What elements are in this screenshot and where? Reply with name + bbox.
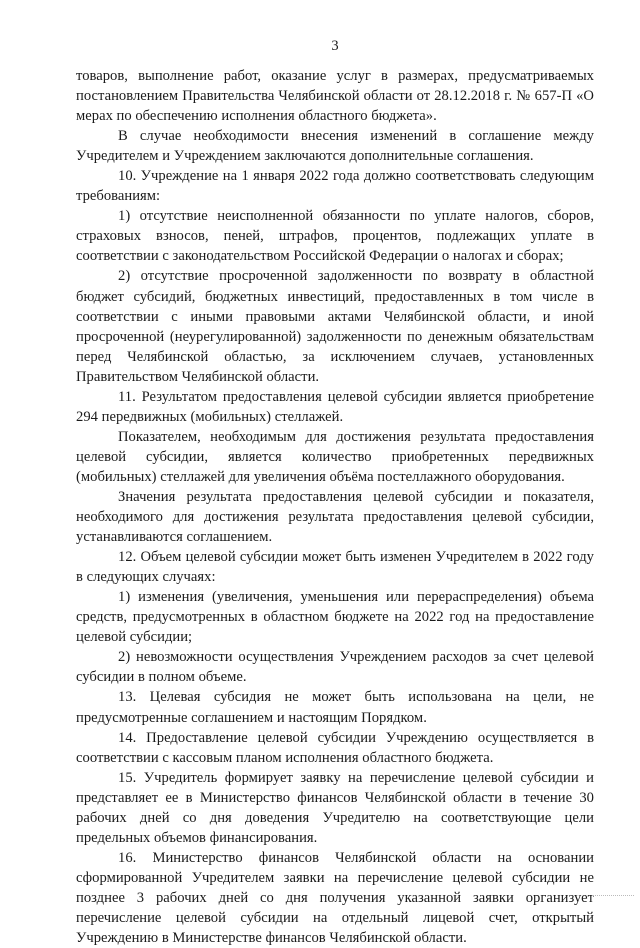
paragraph: 15. Учредитель формирует заявку на перечисление целевой субсидии и представляет ее в Министерство финансов Челябинской области в течение 30 рабочих дней со дня доведения Учредителю на соответствующие цели предельных объемов финансирования.: [76, 769, 594, 846]
paragraph: 11. Результатом предоставления целевой субсидии является приобретение 294 передвижных (мобильных) стеллажей.: [76, 388, 594, 425]
paragraph: товаров, выполнение работ, оказание услуг в размерах, предусматриваемых постановлением Правительства Челябинской области от 28.12.2018 г. № 657-П «О мерах по обеспечению исполнения областного бюджета».: [76, 68, 594, 125]
paragraph: 13. Целевая субсидия не может быть использована на цели, не предусмотренные соглашением и настоящим Порядком.: [76, 689, 594, 726]
paragraph: В случае необходимости внесения изменений в соглашение между Учредителем и Учреждением заключаются дополнительные соглашения.: [76, 128, 594, 165]
document-body: [76, 66, 594, 948]
paragraph: 14. Предоставление целевой субсидии Учреждению осуществляется в соответствии с кассовым планом исполнения областного бюджета.: [76, 729, 594, 766]
paragraph: Значения результата предоставления целевой субсидии и показателя, необходимого для достижения результата предоставления целевой субсидии, устанавливаются соглашением.: [76, 488, 594, 546]
scan-artifact: [592, 895, 634, 899]
paragraph: Показателем, необходимым для достижения результата предоставления целевой субсидии, является количество приобретенных передвижных (мобильных) стеллажей для увеличения объёма постеллажного оборудования.: [76, 428, 594, 485]
paragraph: 1) отсутствие неисполненной обязанности по уплате налогов, сборов, страховых взносов, пеней, штрафов, процентов, подлежащих уплате в соответствии с законодательством Российской Федерации о налогах и сборах;: [76, 208, 594, 265]
paragraph: 1) изменения (увеличения, уменьшения или перераспределения) объема средств, предусмотренных в областном бюджете на 2022 год на предоставление целевой субсидии;: [76, 589, 594, 646]
paragraph: 12. Объем целевой субсидии может быть изменен Учредителем в 2022 году в следующих случаях:: [76, 549, 594, 586]
paragraph: 2) невозможности осуществления Учреждением расходов за счет целевой субсидии в полном объеме.: [76, 649, 594, 686]
paragraph: 16. Министерство финансов Челябинской области на основании сформированной Учредителем заявки на перечисление целевой субсидии не позднее 3 рабочих дней со дня получения указанной заявки организует перечисление целевой субсидии на отдельный лицевой счет, открытый Учреждению в Министерстве финансов Челябинской области.: [76, 849, 594, 947]
page-number: 3: [331, 38, 339, 54]
paragraph: 10. Учреждение на 1 января 2022 года должно соответствовать следующим требованиям:: [76, 168, 594, 205]
document-page: [76, 0, 594, 947]
paragraph: 2) отсутствие просроченной задолженности по возврату в областной бюджет субсидий, бюджетных инвестиций, предоставленных в том числе в соответствии с иными правовыми актами Челябинской области, и иной просроченной (неурегулированной) задолженности по денежным обязательствам перед Челябинской областью, за исключением случаев, установленных Правительством Челябинской области.: [76, 268, 594, 385]
